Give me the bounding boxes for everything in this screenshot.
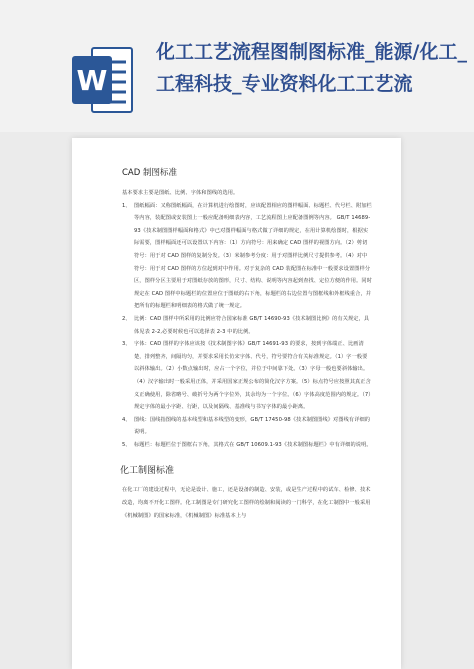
chemical-paragraph: 在化工厂的建设过程中，无论是设计、施工，还是设备的制造、安装，或是生产过程中的试车、检修、技术改造，均离不开化工图样。化工制图是专门研究化工图样的绘制和阅读的一门科学，在化工制图中一般采用《机械制图》的国家标准，《机械制图》标准基本上与 bbox=[122, 487, 371, 519]
list-item-text: 标题栏：标题栏位于图框右下角，其格式在 GB/T 10609.1-93《技术制图标题栏》中有详细的说明。 bbox=[134, 441, 372, 448]
list-item-text: 图纸幅面：又称图纸幅面，在计算机进行绘图时，应该配置相应的图样幅面、标题栏、代号栏、附加栏等内容，装配图或安装图上一般应配备明细表内容，工艺流程图上应配备图例等内容。 GB/T 14689-93《技术制图图样幅面和格式》中已对图样幅面与格式做了详细的规定，在用计算机绘图时，根据实际需要，图样幅面还可以设置以下内容：（1）方向符号：用来确定 CAD 图样的视图方向。（2）剪切符号：用于对 CAD 图样的复制分发。（3）米制参考分度：用于对图样比例尺寸提供参考。（4）对中符号：用于对 CAD 图样的方位起到对中作用。对于复杂的 CAD 装配图在标准中一般要求设置图样分区，图样分区主要用于对图纸存放的图形，尺寸、结构、说明等内容起到查找、定位方便的作用。同时规定在 CAD 图样中标题栏的位置应位于图纸的右下角，标题栏的右边位置与图框线和外框线重合，并把所有的标题栏和明细表的格式做了统一规定。 bbox=[134, 202, 372, 310]
list-item-number: 2、 bbox=[122, 315, 131, 322]
list-item bbox=[122, 338, 372, 414]
list-item-number: 4、 bbox=[122, 416, 131, 423]
list-item-text: 字体：CAD 图样的字体应该按《技术制图字体》GB/T 14691-93 的要求，按到字体端正、比画清楚，排列整齐，间隔均匀，并要求采用长仿宋字体、代号，符号要符合有关标准规定。（1）字一般要以斜体输出。（2）小数点输出时，应占一个字位，并位于中间靠下处。（3）字母一般也要斜体输出。（4）汉字输出时一般采用正体，并采用国家正规公布的简化汉字方案。（5）标点符号应按照其真正含义正确使用，除省略号、破折号为两个字位外，其余均为一个字位。（6）字体高度范围内的规定。（7）规定字体的最小字距、行距，以及间隔线、基准线与书写字体的最小距离。 bbox=[134, 341, 371, 411]
document-content bbox=[122, 166, 372, 522]
list-item bbox=[122, 414, 372, 439]
svg-text:W: W bbox=[76, 64, 108, 97]
document-page bbox=[72, 138, 401, 669]
word-doc-icon bbox=[70, 42, 136, 118]
intro-paragraph: 基本要求主要是图纸、比例、字体和图线的选用。 bbox=[122, 190, 239, 196]
document-title: 化工工艺流程图制图标准_能源/化工_工程科技_专业资料化工工艺流 bbox=[156, 41, 467, 95]
list-item-number: 5、 bbox=[122, 441, 131, 448]
document-header bbox=[0, 0, 474, 132]
list-item-text: 图线：国线指图线的基本线型和基本线型的变形，GB/T 17450-98《技术制图图线》对图线有详细的说明。 bbox=[134, 416, 371, 436]
list-item-number: 3、 bbox=[122, 341, 131, 348]
section-heading-chemical: 化工制图标准 bbox=[120, 466, 175, 477]
list-item bbox=[122, 200, 372, 313]
list-item bbox=[122, 313, 372, 338]
section-heading-cad: CAD 制图标准 bbox=[122, 168, 177, 178]
list-item-text: 比例：CAD 图样中所采用的比例应符合国家标准 GB/T 14690-93《技术制图比例》的有关规定，具体见表 2-2,必要时候也可以选择表 2-3 中的比例。 bbox=[134, 315, 370, 335]
list-item-number: 1、 bbox=[122, 202, 131, 209]
list-item bbox=[122, 439, 372, 452]
